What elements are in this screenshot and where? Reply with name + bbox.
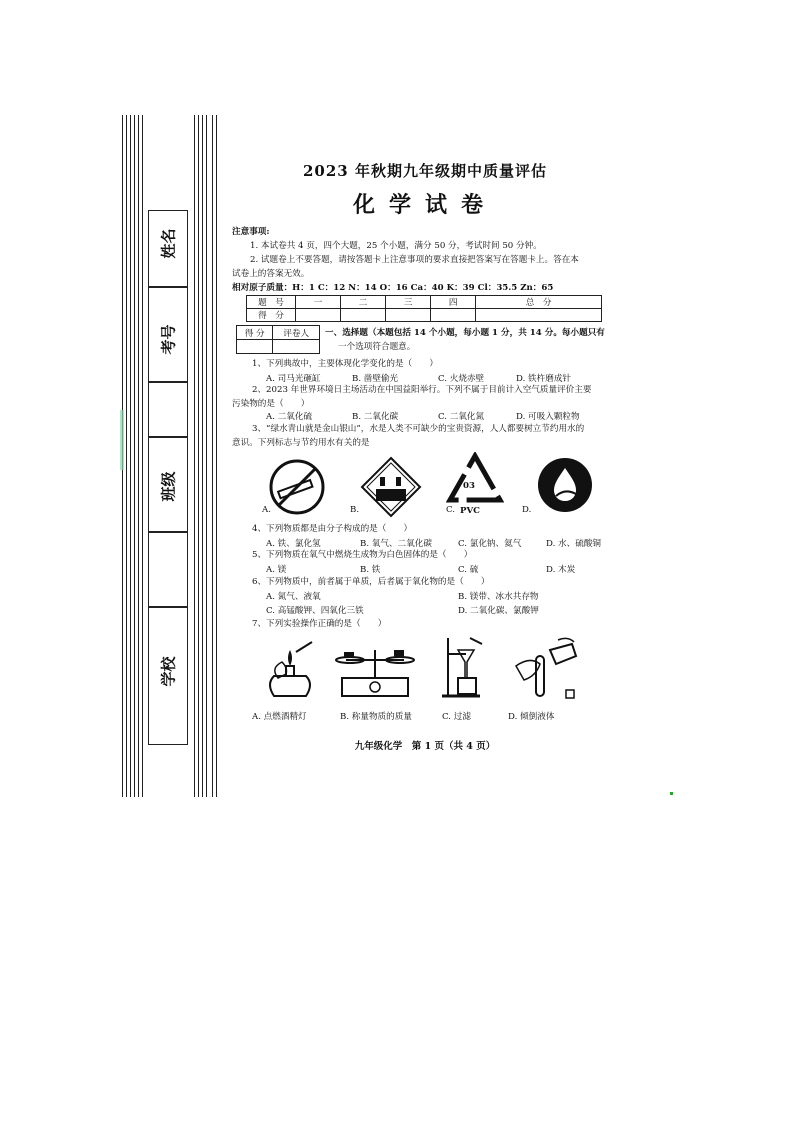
- recycle-code: 03: [463, 481, 475, 491]
- pouring-liquid-icon: [510, 636, 586, 702]
- question-2-stem-cont: 污染物的是（ ）: [232, 399, 310, 409]
- balance-scale-icon: [332, 640, 418, 700]
- score-table-score-row: [247, 309, 602, 322]
- q5-option-d: D. 木炭: [546, 565, 576, 575]
- q1-option-b: B. 凿壁偷光: [352, 374, 399, 384]
- score-row-label: 得 分: [247, 309, 296, 322]
- q2-option-d: D. 可吸入颗粒物: [516, 412, 580, 422]
- paper-title: 化学试卷: [352, 192, 497, 218]
- q7-option-a: A. 点燃酒精灯: [252, 712, 307, 722]
- recycle-sign-icon: [446, 452, 504, 506]
- scan-artifact: [120, 410, 124, 470]
- notes-heading: 注意事项:: [232, 227, 270, 237]
- class-field-label: 班级: [159, 471, 178, 502]
- question-3-stem: 3、“绿水青山就是金山银山”，水是人类不可缺少的宝贵资源，人人都要树立节约用水的: [252, 424, 585, 434]
- q6-option-d: D. 二氧化碳、氯酸钾: [458, 606, 539, 616]
- student-info-box: [148, 210, 188, 745]
- q1-option-c: C. 火烧赤壁: [438, 374, 485, 384]
- q3-option-c: C.: [446, 505, 456, 515]
- q5-option-c: C. 硫: [458, 565, 479, 575]
- score-header-cell: 总 分: [476, 296, 602, 309]
- page-footer: 九年级化学 第 1 页（共 4 页）: [354, 741, 496, 752]
- exam-number-field-label: 考号: [159, 324, 178, 355]
- notes-item-3: 试卷上的答案无效。: [232, 269, 310, 279]
- grader-name-label: 评卷人: [273, 326, 320, 340]
- q7-option-c: C. 过滤: [442, 712, 471, 722]
- q7-option-b: B. 称量物质的质量: [340, 712, 412, 722]
- question-7-stem: 7、下列实验操作正确的是（ ）: [252, 619, 387, 629]
- no-smoking-sign-icon: [268, 458, 326, 516]
- q2-option-b: B. 二氧化碳: [352, 412, 399, 422]
- grader-table: [236, 325, 320, 354]
- score-header-cell: 三: [386, 296, 431, 309]
- question-4-stem: 4、下列物质都是由分子构成的是（ ）: [252, 524, 413, 534]
- score-cell: [341, 309, 386, 322]
- q4-option-c: C. 氯化钠、氦气: [458, 539, 522, 549]
- q5-option-b: B. 铁: [360, 565, 381, 575]
- score-cell: [296, 309, 341, 322]
- filtration-apparatus-icon: [440, 634, 490, 700]
- exam-title: 2023 年秋期九年级期中质量评估: [303, 162, 547, 180]
- notes-item-2: 2. 试题卷上不要答题，请按答题卡上注意事项的要求直接把答案写在答题卡上。答在本: [250, 255, 579, 265]
- alcohol-lamp-lighting-icon: [262, 638, 318, 700]
- name-field-label: 姓名: [159, 228, 178, 259]
- q6-option-c: C. 高锰酸钾、四氧化三铁: [266, 606, 364, 616]
- recycle-material: PVC: [460, 506, 480, 516]
- q7-option-d: D. 倾倒液体: [508, 712, 555, 722]
- question-5-stem: 5、下列物质在氧气中燃烧生成物为白色固体的是（ ）: [252, 550, 473, 560]
- score-table: [246, 295, 602, 322]
- score-cell: [431, 309, 476, 322]
- q3-option-a: A.: [262, 505, 271, 515]
- score-cell: [476, 309, 602, 322]
- question-6-stem: 6、下列物质中，前者属于单质，后者属于氧化物的是（ ）: [252, 577, 490, 587]
- grader-score-cell: [237, 340, 273, 354]
- school-field-label: 学校: [159, 656, 178, 687]
- q4-option-a: A. 铁、氯化氢: [266, 539, 321, 549]
- score-header-cell: 二: [341, 296, 386, 309]
- scan-artifact: [670, 792, 673, 795]
- section-title: 一、选择题（本题包括 14 个小题，每小题 1 分，共 14 分。每小题只有: [325, 328, 605, 338]
- score-header-cell: 四: [431, 296, 476, 309]
- score-cell: [386, 309, 431, 322]
- question-3-stem-cont: 意识。下列标志与节约用水有关的是: [232, 438, 370, 448]
- q3-option-d: D.: [522, 505, 532, 515]
- score-header-cell: 题 号: [247, 296, 296, 309]
- q1-option-a: A. 司马光砸缸: [266, 374, 321, 384]
- grader-name-cell: [273, 340, 320, 354]
- q6-option-b: B. 镁带、冰水共存物: [458, 592, 539, 602]
- q4-option-b: B. 氧气、二氧化碳: [360, 539, 432, 549]
- q1-option-d: D. 铁杵磨成针: [516, 374, 572, 384]
- q2-option-a: A. 二氧化硫: [266, 412, 313, 422]
- q6-option-a: A. 氮气、液氧: [266, 592, 321, 602]
- corrosive-hazard-sign-icon: [360, 456, 422, 518]
- q5-option-a: A. 镁: [266, 565, 287, 575]
- section-title-cont: 一个选项符合题意。: [338, 342, 416, 352]
- q3-option-b: B.: [350, 505, 360, 515]
- atomic-masses: 相对原子质量：H：1 C：12 N：14 O：16 Ca：40 K：39 Cl：35.5 Zn：65: [232, 283, 554, 293]
- score-table-header-row: [247, 296, 602, 309]
- grader-score-label: 得 分: [237, 326, 273, 340]
- binding-margin: [120, 115, 220, 797]
- question-1-stem: 1、下列典故中，主要体现化学变化的是（ ）: [252, 359, 438, 369]
- score-header-cell: 一: [296, 296, 341, 309]
- question-2-stem: 2、2023 年世界环境日主场活动在中国益阳举行。下列不属于目前计入空气质量评价主要: [252, 385, 592, 395]
- q2-option-c: C. 二氧化氮: [438, 412, 485, 422]
- water-saving-sign-icon: [536, 456, 594, 514]
- notes-item-1: 1. 本试卷共 4 页，四个大题，25 个小题，满分 50 分，考试时间 50 分钟。: [250, 241, 542, 251]
- q4-option-d: D. 水、硫酸铜: [546, 539, 602, 549]
